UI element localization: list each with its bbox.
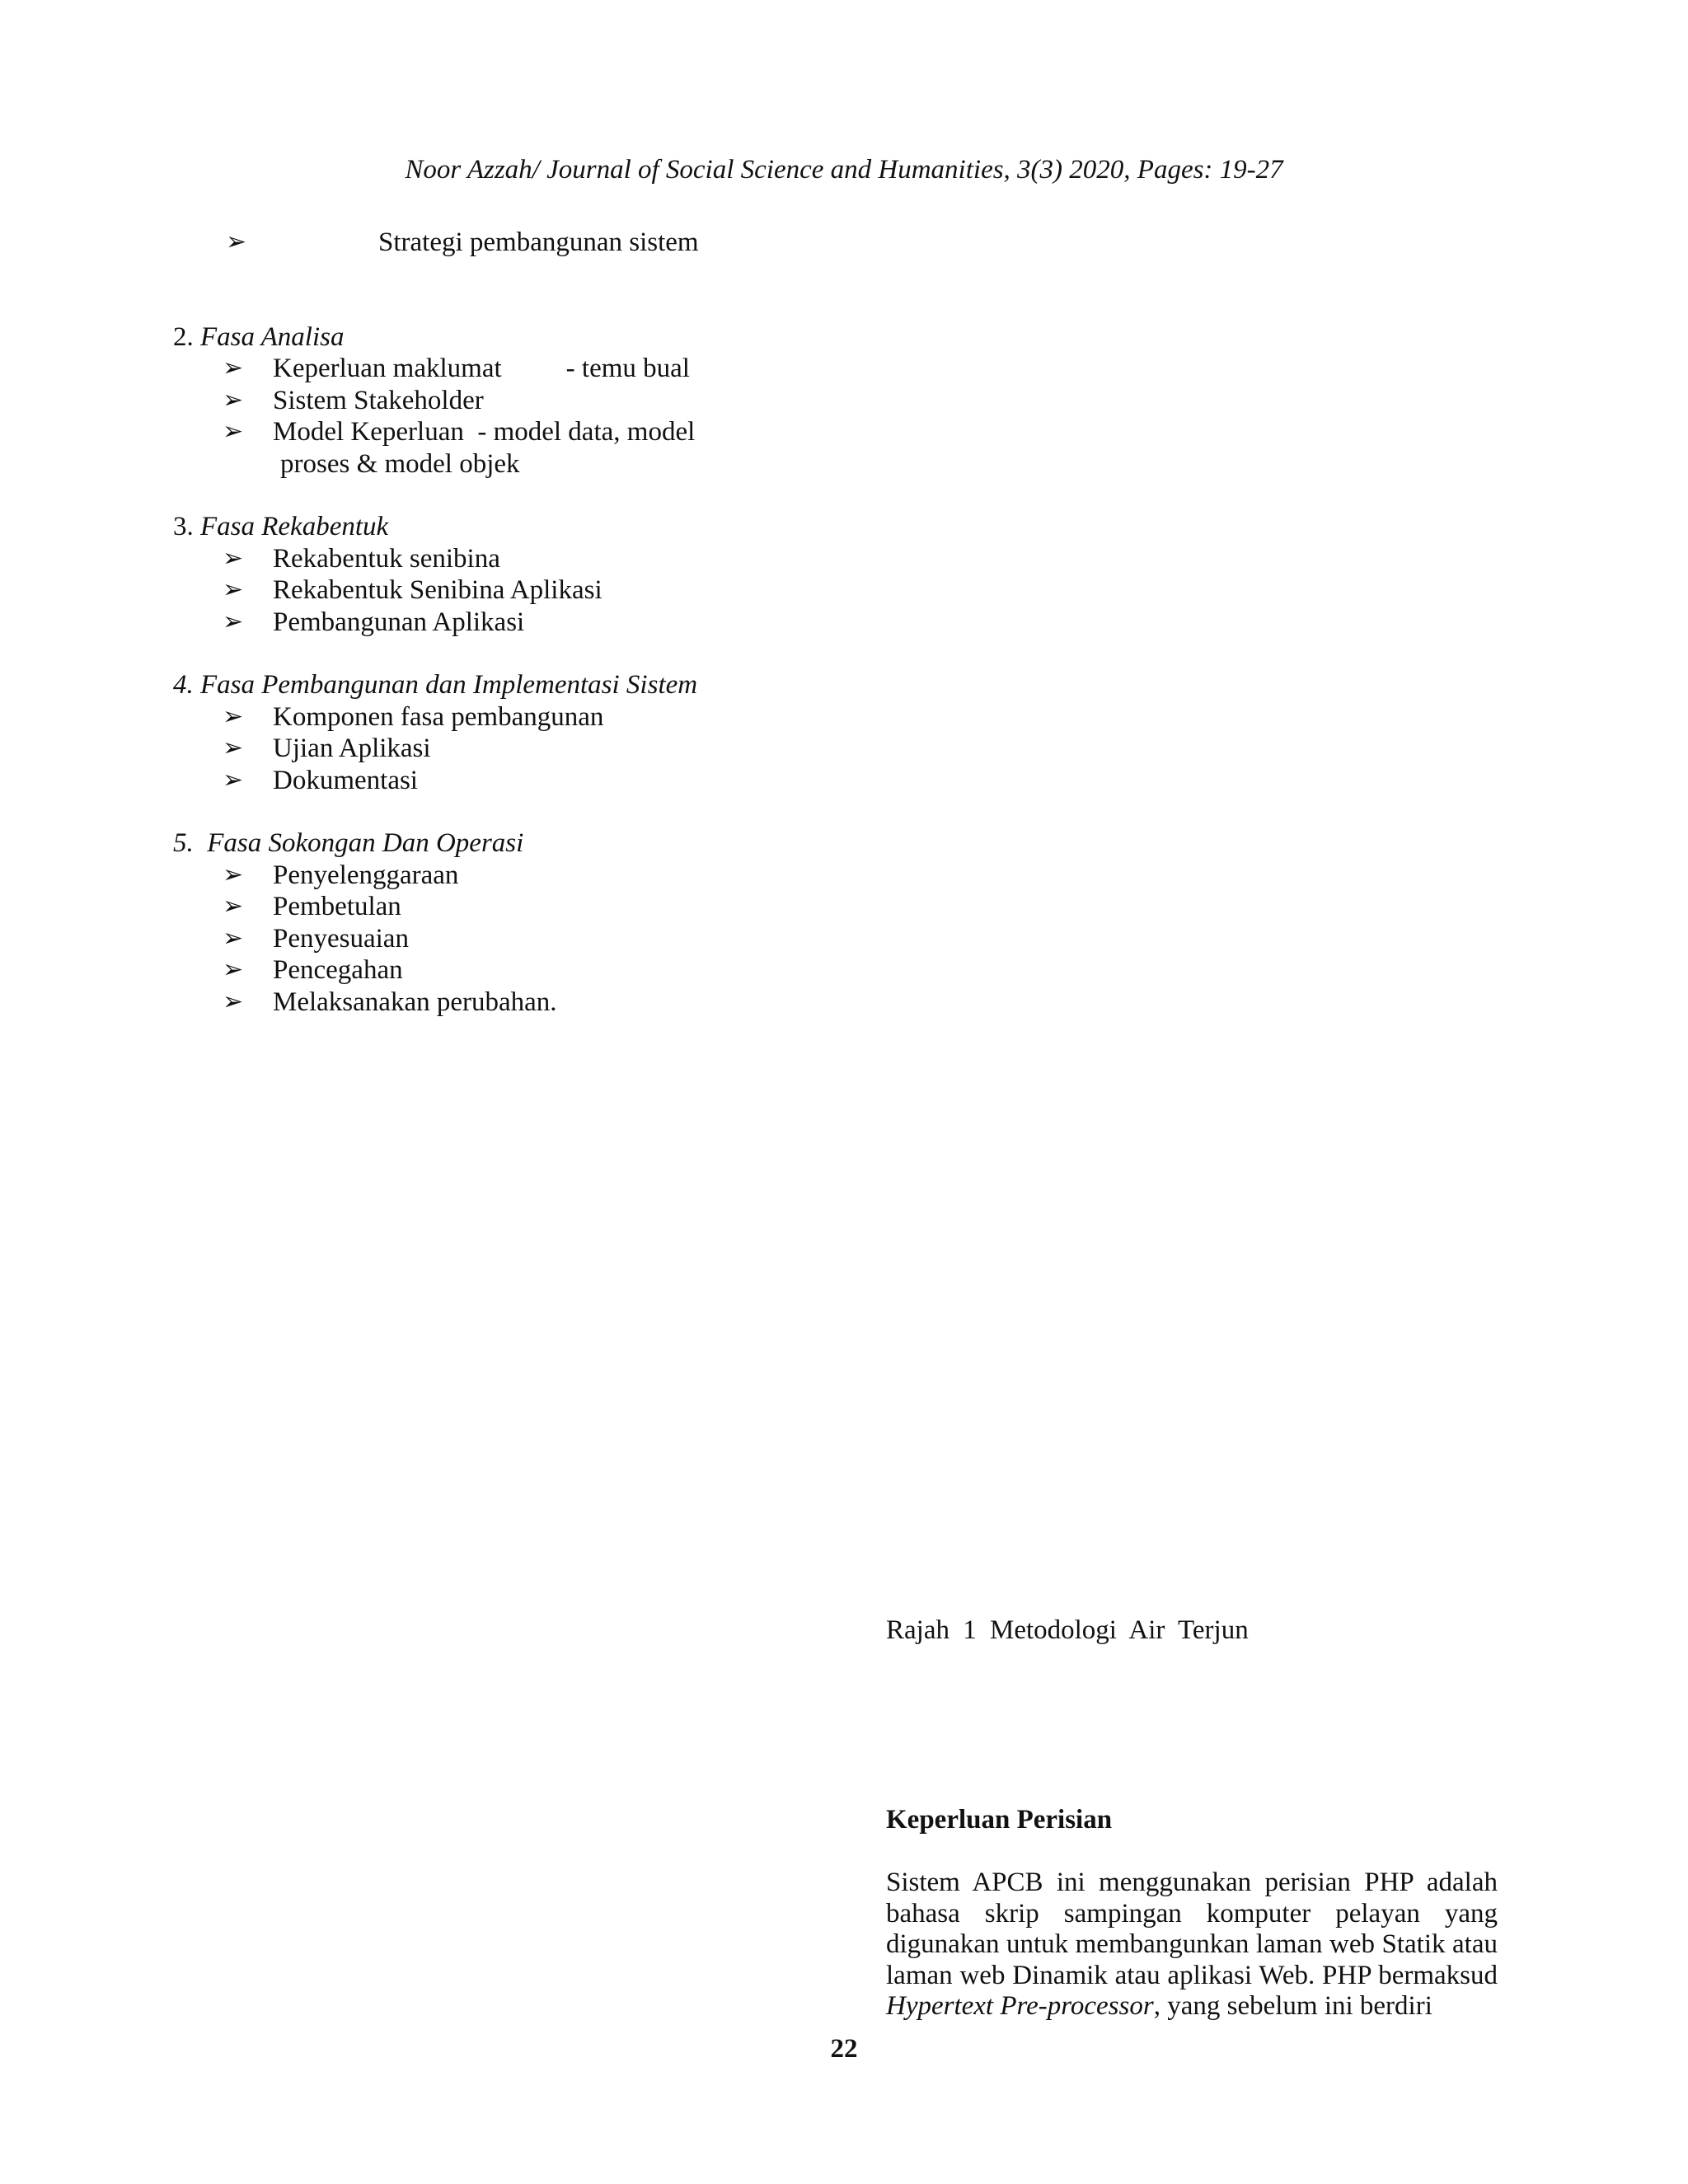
list-item: ➢ Rekabentuk Senibina Aplikasi: [223, 575, 603, 605]
section-heading-sokongan: 5. Fasa Sokongan Dan Operasi: [173, 828, 524, 858]
list-item: ➢ Sistem Stakeholder: [223, 385, 484, 415]
list-item: ➢ Ujian Aplikasi: [223, 733, 431, 763]
arrowhead-bullet-icon: ➢: [223, 893, 244, 920]
list-item: ➢ Komponen fasa pembangunan: [223, 701, 604, 732]
arrowhead-bullet-icon: ➢: [223, 354, 244, 382]
arrowhead-bullet-icon: ➢: [223, 544, 244, 572]
list-item: ➢ Pembangunan Aplikasi: [223, 607, 525, 637]
arrowhead-bullet-icon: ➢: [223, 576, 244, 603]
page-number: 22: [830, 2034, 858, 2064]
arrowhead-bullet-icon: ➢: [223, 386, 244, 414]
section-heading-rekabentuk: 3. Fasa Rekabentuk: [173, 512, 389, 541]
arrowhead-bullet-icon: ➢: [223, 987, 244, 1015]
list-item: ➢ Penyesuaian: [223, 923, 409, 954]
list-item: [173, 227, 750, 259]
list-item: ➢ Pencegahan: [223, 955, 403, 985]
list-item: ➢ Model Keperluan - model data, model: [223, 417, 696, 447]
arrowhead-bullet-icon: ➢: [223, 702, 244, 730]
arrowhead-bullet-icon: ➢: [223, 924, 244, 952]
list-item-continuation: proses & model objek: [280, 448, 520, 479]
list-item: ➢ Penyelenggaraan: [223, 860, 459, 890]
figure-caption: Rajah 1 Metodologi Air Terjun: [886, 1615, 1249, 1645]
section-heading-pembangunan: 4. Fasa Pembangunan dan Implementasi Sistem: [173, 670, 698, 700]
list-item-label: Strategi pembangunan sistem: [378, 227, 699, 257]
list-item: ➢ Dokumentasi: [223, 765, 418, 795]
left-column: [173, 227, 750, 1018]
running-header: Noor Azzah/ Journal of Social Science and Humanities, 3(3) 2020, Pages: 19-27: [405, 155, 1283, 185]
section-heading-analisa: 2. Fasa Analisa: [173, 321, 345, 352]
arrowhead-bullet-icon: ➢: [226, 228, 247, 255]
list-item: ➢ Keperluan maklumat - temu bual: [223, 354, 690, 383]
section-title: Keperluan Perisian: [886, 1805, 1113, 1835]
arrowhead-bullet-icon: ➢: [223, 956, 244, 983]
arrowhead-bullet-icon: ➢: [223, 860, 244, 888]
arrowhead-bullet-icon: ➢: [223, 418, 244, 445]
arrowhead-bullet-icon: ➢: [223, 607, 244, 635]
arrowhead-bullet-icon: ➢: [223, 766, 244, 794]
list-item: ➢ Melaksanakan perubahan.: [223, 987, 557, 1017]
body-paragraph: Sistem APCB ini menggunakan perisian PHP adalah bahasa skrip sampingan komputer pelayan yang digunakan untuk membangunkan laman web Statik atau laman web Dinamik atau aplikasi Web. PHP bermaksud Hypertext Pre-processor, yang sebelum ini berdiri: [886, 1868, 1498, 2021]
list-item: ➢ Rekabentuk senibina: [223, 543, 500, 574]
italic-term: Hypertext Pre-processor: [886, 1991, 1154, 2021]
list-item: ➢ Pembetulan: [223, 892, 401, 921]
arrowhead-bullet-icon: ➢: [223, 734, 244, 762]
